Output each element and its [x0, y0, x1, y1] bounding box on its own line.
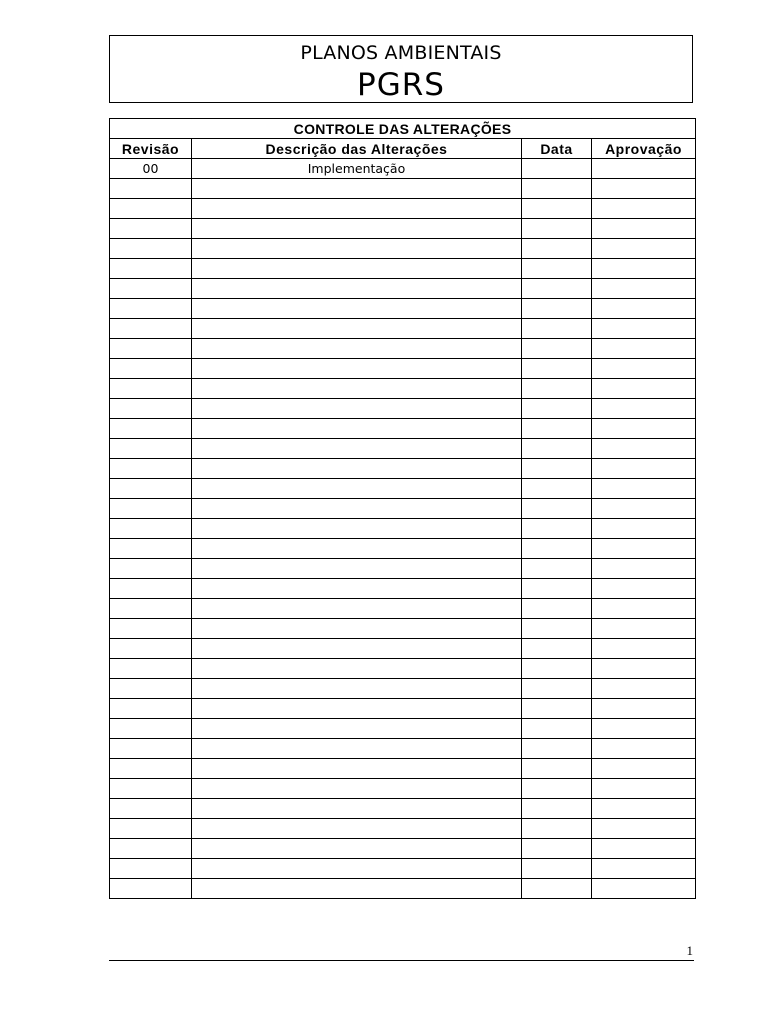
descricao-cell — [192, 419, 522, 439]
page-number: 1 — [686, 943, 693, 958]
revisao-cell — [110, 639, 192, 659]
descricao-cell — [192, 779, 522, 799]
table-row — [110, 259, 696, 279]
header-subtitle: PGRS — [357, 67, 445, 103]
data-cell — [522, 359, 592, 379]
descricao-cell — [192, 799, 522, 819]
table-row — [110, 159, 696, 179]
aprovacao-cell — [592, 419, 696, 439]
aprovacao-cell — [592, 299, 696, 319]
revisao-cell — [110, 799, 192, 819]
data-cell — [522, 519, 592, 539]
revisao-cell — [110, 579, 192, 599]
aprovacao-cell — [592, 199, 696, 219]
table-row — [110, 839, 696, 859]
revisao-cell — [110, 539, 192, 559]
aprovacao-cell — [592, 179, 696, 199]
table-row — [110, 699, 696, 719]
aprovacao-cell — [592, 779, 696, 799]
aprovacao-cell — [592, 559, 696, 579]
descricao-cell — [192, 479, 522, 499]
aprovacao-cell — [592, 659, 696, 679]
revisao-cell — [110, 819, 192, 839]
descricao-cell — [192, 279, 522, 299]
table-row — [110, 859, 696, 879]
revisao-cell — [110, 379, 192, 399]
aprovacao-cell — [592, 339, 696, 359]
descricao-cell — [192, 319, 522, 339]
footer-divider — [109, 960, 694, 961]
column-header-revisao: Revisão — [110, 139, 192, 159]
descricao-cell — [192, 719, 522, 739]
revisao-cell — [110, 879, 192, 899]
table-body — [110, 159, 696, 899]
table-row — [110, 739, 696, 759]
data-cell — [522, 719, 592, 739]
table-row — [110, 359, 696, 379]
descricao-cell — [192, 259, 522, 279]
table-row — [110, 519, 696, 539]
revisao-cell — [110, 239, 192, 259]
revisao-cell — [110, 699, 192, 719]
aprovacao-cell — [592, 639, 696, 659]
data-cell — [522, 459, 592, 479]
table-row — [110, 299, 696, 319]
table-row — [110, 279, 696, 299]
table-row — [110, 439, 696, 459]
data-cell — [522, 799, 592, 819]
revisao-cell — [110, 419, 192, 439]
descricao-cell — [192, 679, 522, 699]
table-row — [110, 579, 696, 599]
data-cell — [522, 279, 592, 299]
data-cell — [522, 179, 592, 199]
revisao-cell — [110, 859, 192, 879]
data-cell — [522, 859, 592, 879]
aprovacao-cell — [592, 359, 696, 379]
data-cell — [522, 819, 592, 839]
data-cell — [522, 559, 592, 579]
table-row — [110, 819, 696, 839]
table-row — [110, 599, 696, 619]
aprovacao-cell — [592, 599, 696, 619]
revisao-cell — [110, 519, 192, 539]
aprovacao-cell — [592, 859, 696, 879]
table-row — [110, 759, 696, 779]
revisao-cell — [110, 759, 192, 779]
table-row — [110, 639, 696, 659]
table-row — [110, 779, 696, 799]
aprovacao-cell — [592, 239, 696, 259]
descricao-cell — [192, 499, 522, 519]
descricao-cell — [192, 579, 522, 599]
aprovacao-cell — [592, 579, 696, 599]
revisao-cell — [110, 179, 192, 199]
descricao-cell — [192, 439, 522, 459]
data-cell — [522, 619, 592, 639]
aprovacao-cell — [592, 219, 696, 239]
aprovacao-cell — [592, 259, 696, 279]
document-header — [109, 35, 693, 103]
aprovacao-cell — [592, 739, 696, 759]
table-row — [110, 219, 696, 239]
data-cell — [522, 779, 592, 799]
table-row — [110, 659, 696, 679]
revisao-cell — [110, 219, 192, 239]
revisao-cell — [110, 359, 192, 379]
aprovacao-cell — [592, 539, 696, 559]
revisao-cell — [110, 779, 192, 799]
table-row — [110, 339, 696, 359]
aprovacao-cell — [592, 719, 696, 739]
data-cell — [522, 199, 592, 219]
descricao-cell — [192, 239, 522, 259]
aprovacao-cell — [592, 699, 696, 719]
table-row — [110, 479, 696, 499]
revisao-cell — [110, 299, 192, 319]
descricao-cell — [192, 359, 522, 379]
table-row — [110, 799, 696, 819]
descricao-cell — [192, 179, 522, 199]
revisao-cell — [110, 399, 192, 419]
data-cell — [522, 759, 592, 779]
aprovacao-cell — [592, 619, 696, 639]
aprovacao-cell — [592, 279, 696, 299]
data-cell — [522, 879, 592, 899]
table-row — [110, 719, 696, 739]
revisao-cell — [110, 619, 192, 639]
table-row — [110, 499, 696, 519]
aprovacao-cell — [592, 159, 696, 179]
descricao-cell: Implementação — [192, 159, 522, 179]
descricao-cell — [192, 879, 522, 899]
descricao-cell — [192, 379, 522, 399]
aprovacao-cell — [592, 879, 696, 899]
column-header-data: Data — [522, 139, 592, 159]
descricao-cell — [192, 399, 522, 419]
revisao-cell — [110, 459, 192, 479]
aprovacao-cell — [592, 819, 696, 839]
table-row — [110, 379, 696, 399]
revisao-cell — [110, 259, 192, 279]
aprovacao-cell — [592, 799, 696, 819]
table-row — [110, 879, 696, 899]
descricao-cell — [192, 759, 522, 779]
descricao-cell — [192, 219, 522, 239]
descricao-cell — [192, 519, 522, 539]
table-header-row — [110, 139, 696, 159]
revisao-cell — [110, 279, 192, 299]
descricao-cell — [192, 459, 522, 479]
descricao-cell — [192, 859, 522, 879]
revisao-cell — [110, 559, 192, 579]
table-row — [110, 539, 696, 559]
aprovacao-cell — [592, 679, 696, 699]
table-row — [110, 399, 696, 419]
data-cell — [522, 419, 592, 439]
data-cell — [522, 539, 592, 559]
data-cell — [522, 339, 592, 359]
descricao-cell — [192, 839, 522, 859]
revisao-cell — [110, 479, 192, 499]
data-cell — [522, 599, 592, 619]
data-cell — [522, 479, 592, 499]
revisao-cell — [110, 719, 192, 739]
descricao-cell — [192, 639, 522, 659]
table-row — [110, 179, 696, 199]
aprovacao-cell — [592, 499, 696, 519]
revisao-cell — [110, 839, 192, 859]
aprovacao-cell — [592, 439, 696, 459]
table-row — [110, 619, 696, 639]
data-cell — [522, 659, 592, 679]
table-row — [110, 319, 696, 339]
revisao-cell — [110, 319, 192, 339]
data-cell — [522, 379, 592, 399]
revision-control-table — [109, 118, 696, 899]
data-cell — [522, 219, 592, 239]
revisao-cell — [110, 679, 192, 699]
table-row — [110, 199, 696, 219]
data-cell — [522, 499, 592, 519]
table-row — [110, 419, 696, 439]
descricao-cell — [192, 339, 522, 359]
aprovacao-cell — [592, 319, 696, 339]
revisao-cell — [110, 599, 192, 619]
descricao-cell — [192, 299, 522, 319]
data-cell — [522, 439, 592, 459]
aprovacao-cell — [592, 759, 696, 779]
data-cell — [522, 639, 592, 659]
aprovacao-cell — [592, 519, 696, 539]
descricao-cell — [192, 819, 522, 839]
table-title-row — [110, 119, 696, 139]
table-row — [110, 559, 696, 579]
table-row — [110, 459, 696, 479]
data-cell — [522, 319, 592, 339]
descricao-cell — [192, 539, 522, 559]
table-row — [110, 239, 696, 259]
aprovacao-cell — [592, 379, 696, 399]
aprovacao-cell — [592, 459, 696, 479]
aprovacao-cell — [592, 479, 696, 499]
data-cell — [522, 299, 592, 319]
data-cell — [522, 739, 592, 759]
aprovacao-cell — [592, 839, 696, 859]
revisao-cell — [110, 499, 192, 519]
data-cell — [522, 159, 592, 179]
column-header-aprovacao: Aprovação — [592, 139, 696, 159]
descricao-cell — [192, 199, 522, 219]
header-title: PLANOS AMBIENTAIS — [300, 42, 502, 64]
table-row — [110, 679, 696, 699]
revisao-cell — [110, 339, 192, 359]
data-cell — [522, 679, 592, 699]
revisao-cell — [110, 439, 192, 459]
descricao-cell — [192, 619, 522, 639]
revisao-cell — [110, 739, 192, 759]
data-cell — [522, 579, 592, 599]
column-header-descricao: Descrição das Alterações — [192, 139, 522, 159]
revisao-cell — [110, 199, 192, 219]
data-cell — [522, 259, 592, 279]
data-cell — [522, 399, 592, 419]
data-cell — [522, 699, 592, 719]
data-cell — [522, 839, 592, 859]
descricao-cell — [192, 559, 522, 579]
descricao-cell — [192, 599, 522, 619]
descricao-cell — [192, 699, 522, 719]
revisao-cell: 00 — [110, 159, 192, 179]
descricao-cell — [192, 739, 522, 759]
table-title: CONTROLE DAS ALTERAÇÕES — [110, 119, 696, 139]
revisao-cell — [110, 659, 192, 679]
aprovacao-cell — [592, 399, 696, 419]
descricao-cell — [192, 659, 522, 679]
data-cell — [522, 239, 592, 259]
